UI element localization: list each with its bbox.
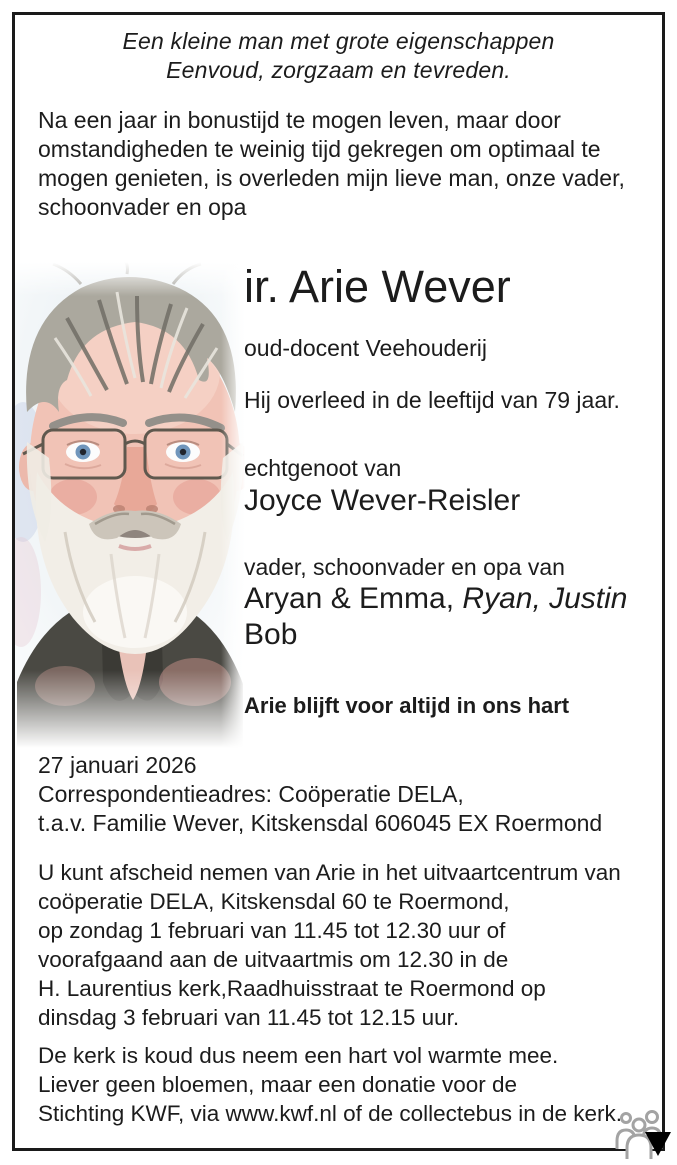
funeral-info-block bbox=[38, 858, 621, 1032]
correspondence-line: Correspondentieadres: Coöperatie DELA, bbox=[38, 781, 464, 807]
age-line: Hij overleed in de leeftijd van 79 jaar. bbox=[244, 387, 620, 413]
announcement-line: Na een jaar in bonustijd te mogen leven, maar door bbox=[38, 107, 561, 133]
announcement-line: mogen genieten, is overleden mijn lieve man, onze vader, bbox=[38, 165, 625, 191]
portrait-photo bbox=[15, 262, 245, 748]
announcement-line: schoonvader en opa bbox=[38, 194, 247, 220]
children-names-italic: Ryan, Justin bbox=[462, 582, 628, 615]
funeral-line: H. Laurentius kerk,Raadhuisstraat te Roermond op bbox=[38, 976, 546, 1001]
funeral-line: op zondag 1 februari van 11.45 tot 12.30 uur of bbox=[38, 918, 506, 943]
deceased-name: ir. Arie Wever bbox=[244, 261, 511, 312]
deceased-info-column bbox=[244, 262, 658, 719]
correspondence-block bbox=[38, 751, 602, 838]
corner-arrow-icon bbox=[645, 1132, 671, 1156]
announcement-line: omstandigheden te weinig tijd gekregen om optimaal te bbox=[38, 136, 601, 162]
spouse-label: echtgenoot van bbox=[244, 455, 402, 481]
children-names bbox=[244, 581, 658, 653]
spouse-name: Joyce Wever-Reisler bbox=[244, 484, 521, 517]
closing-line: Liever geen bloemen, maar een donatie voor de bbox=[38, 1072, 518, 1097]
announcement-paragraph bbox=[38, 106, 625, 222]
date-line: 27 januari 2026 bbox=[38, 752, 197, 778]
deceased-role: oud-docent Veehouderij bbox=[244, 335, 487, 361]
funeral-line: U kunt afscheid nemen van Arie in het uitvaartcentrum van bbox=[38, 860, 621, 885]
memorial-line: Arie blijft voor altijd in ons hart bbox=[244, 693, 570, 718]
children-names-regular: Aryan & Emma, bbox=[244, 582, 463, 615]
funeral-line: coöperatie DELA, Kitskensdal 60 te Roermond, bbox=[38, 889, 510, 914]
epigraph bbox=[30, 27, 647, 85]
epigraph-line: Eenvoud, zorgzaam en tevreden. bbox=[166, 57, 511, 83]
closing-block bbox=[38, 1041, 622, 1128]
funeral-line: voorafgaand aan de uitvaartmis om 12.30 in de bbox=[38, 947, 509, 972]
epigraph-line: Een kleine man met grote eigenschappen bbox=[122, 28, 555, 54]
correspondence-line: t.a.v. Familie Wever, Kitskensdal 606045 EX Roermond bbox=[38, 810, 603, 836]
family-label: vader, schoonvader en opa van bbox=[244, 554, 565, 580]
children-names-line2: Bob bbox=[244, 618, 298, 651]
closing-line: Stichting KWF, via www.kwf.nl of de collectebus in de kerk. bbox=[38, 1101, 622, 1126]
funeral-line: dinsdag 3 februari van 11.45 tot 12.15 uur. bbox=[38, 1005, 460, 1030]
closing-line: De kerk is koud dus neem een hart vol warmte mee. bbox=[38, 1043, 559, 1068]
portrait-photo-image bbox=[15, 262, 245, 748]
